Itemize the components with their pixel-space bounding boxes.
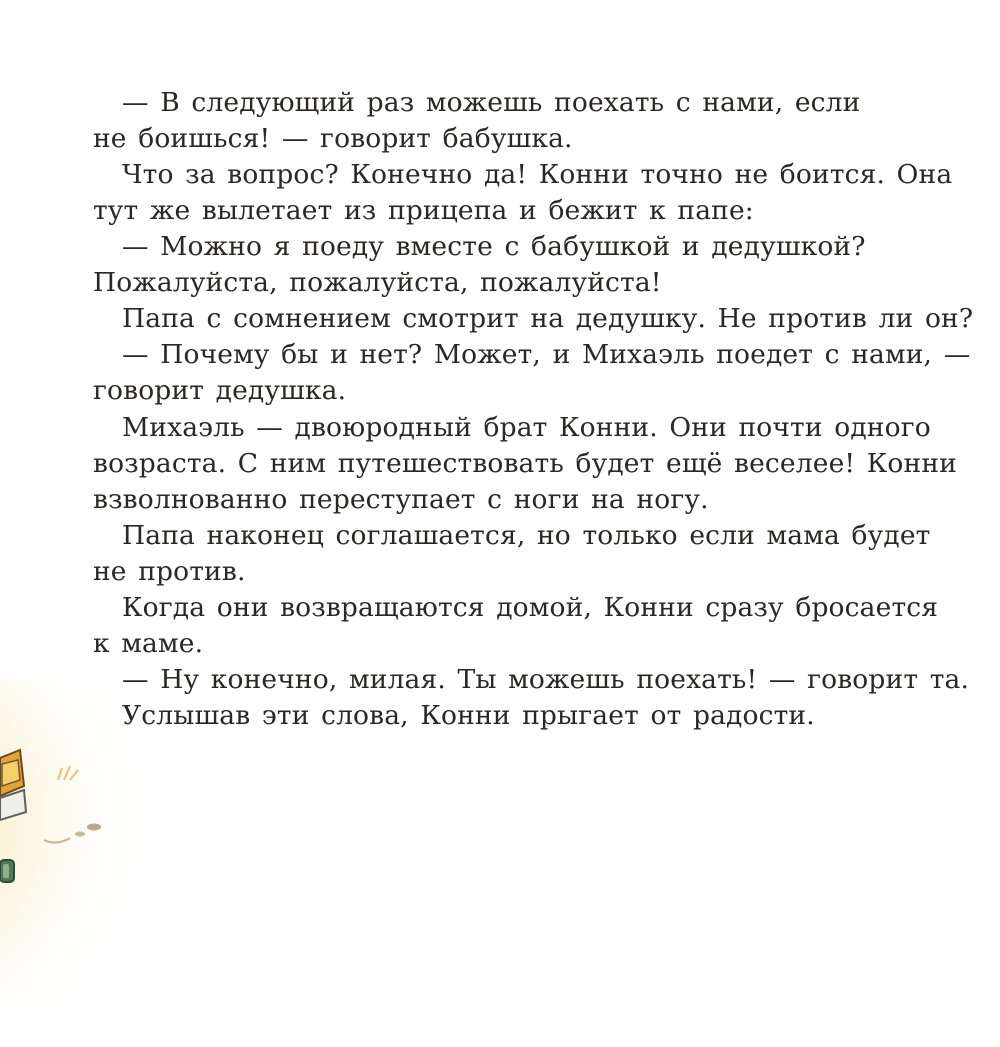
story-line: Папа с сомнением смотрит на дедушку. Не против ли он? xyxy=(122,303,974,334)
story-line: тут же вылетает из прицепа и бежит к папе: xyxy=(93,195,754,226)
story-line: Услышав эти слова, Конни прыгает от радости. xyxy=(122,700,815,731)
story-line: Пожалуйста, пожалуйста, пожалуйста! xyxy=(93,267,662,298)
story-line: — Почему бы и нет? Может, и Михаэль поедет с нами, — xyxy=(122,339,971,370)
story-line: — В следующий раз можешь поехать с нами, если xyxy=(122,87,861,118)
story-line: к маме. xyxy=(93,628,204,659)
story-line: возраста. С ним путешествовать будет ещё веселее! Конни xyxy=(93,448,957,479)
toy-box-icon xyxy=(0,750,26,820)
story-line: Что за вопрос? Конечно да! Конни точно не боится. Она xyxy=(122,159,953,190)
story-line: не против. xyxy=(93,556,246,587)
story-line: говорит дедушка. xyxy=(93,375,347,406)
story-line: Папа наконец соглашается, но только если мама будет xyxy=(122,520,931,551)
story-line: — Можно я поеду вместе с бабушкой и дедушкой? xyxy=(122,231,866,262)
story-line: не боишься! — говорит бабушка. xyxy=(93,123,573,154)
story-line: Когда они возвращаются домой, Конни сразу бросается xyxy=(122,592,939,623)
story-line: — Ну конечно, милая. Ты можешь поехать! — говорит та. xyxy=(122,664,970,695)
story-line: Михаэль — двоюродный брат Конни. Они почти одного xyxy=(122,412,931,443)
story-line: взволнованно переступает с ноги на ногу. xyxy=(93,484,709,515)
green-bottle-icon xyxy=(0,860,14,882)
